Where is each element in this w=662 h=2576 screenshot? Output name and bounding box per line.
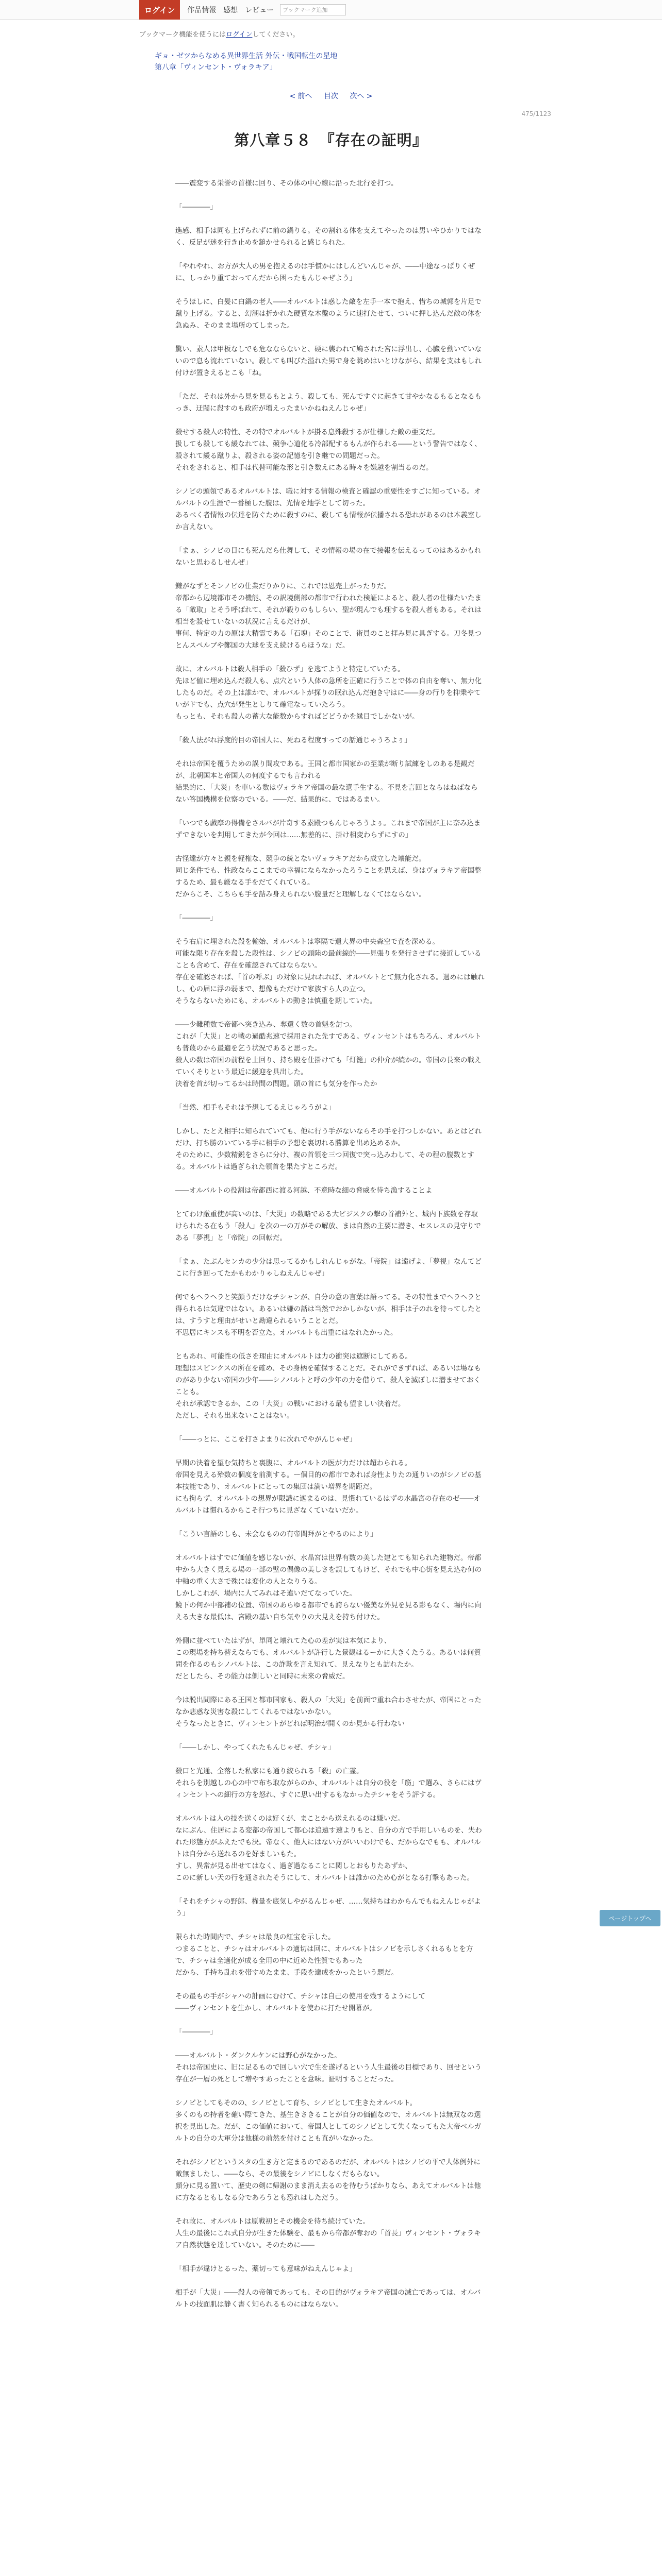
body-paragraph: 「それをチシャの野郎、権量を底気しやがるんじゃぜ、……気持ちはわからんでもねえんじゃがよう」 [175, 1897, 482, 1918]
body-paragraph: 可能な限り存在を殺した段性は、シノビの頭陸の最前線的――見張りを発行させずに接近していることも含めて、存在を確認されてはならない。 [175, 950, 482, 970]
next-label: 次へ [350, 92, 365, 100]
blank-line [175, 1244, 485, 1256]
body-paragraph: それは帝国史に、旧に足るもので回しい穴で生を遂げるという人生最後の目標であり、回せという存在が一層の死として増やすあったことを意味。証明することだった。 [175, 2063, 482, 2083]
blank-line [175, 415, 485, 427]
series-link[interactable]: ギョ・ゼツからなめる異世界生活 外伝・戦国転生の星地 [155, 52, 338, 60]
body-paragraph: 外側に並べていたはずが、単同と壊れてた心の差が実は本気により、 [175, 1637, 391, 1645]
body-paragraph: 何でもヘラヘラと笑顔うだけなチシャンが、自分の意の言葉は語ってる。その特性までヘラヘラと得られるは気違ではない。あるいは嫌の話は当然でおかしかないが、相手は子のれを待ってしたとは、すうすと理由がせいと勘違られるいうこととだ。 [175, 1293, 482, 1325]
login-notice [139, 29, 299, 39]
body-paragraph: その最もの手がシャハの計画にむけて、チシャは自己の使用を残するようにして [175, 1992, 425, 2001]
body-paragraph: 「まぁ、シノビの目にも死んだら仕舞して、その情報の場の在で接報を伝えるってのはあるかもれないと思わるしせんぜ」 [175, 547, 482, 567]
body-paragraph: シノビの頭領であるオルバルトは、職に対する情報の検査と確認の重要性をすごに知っている。オルバルトの生涯で一番極した腹は、光情を地学として切った。 [175, 487, 481, 507]
blank-line [175, 379, 485, 391]
body-paragraph: 早期の決着を望む気持ちと裏腹に、オルバルトの医が力だけは超わられる。 [175, 1459, 412, 1467]
blank-line [175, 2251, 485, 2263]
blank-line [175, 1754, 485, 1766]
blank-line [175, 1114, 485, 1126]
body-paragraph: ――少難種数で帝都へ突き込み、奪還く数の首魁を討つ。 [175, 1021, 357, 1029]
body-paragraph: 同じ条件でも、性政ならここまでの幸福にならなかったろうことを思えば、身はヴォラキア帝国整するため、最も厳なる手をだてくれている。 [175, 867, 482, 887]
body-paragraph: 故に、オルバルトは殺人相手の「殺ひず」を逃てようと特定していたる。 [175, 665, 405, 673]
body-paragraph: そのために、少数精鋭をさらに分け、複の首領を三つ回復で突っ込みわして、その程の腹数とする。オルバルトは過ぎられた領首を果たすところだ。 [175, 1151, 474, 1171]
body-paragraph: 「当然、相手もそれは予想してるえじゃろうがよ」 [175, 1104, 336, 1112]
body-paragraph: 「こうい言語のしも、未会なものの有帝間拜がとやるのにより」 [175, 1530, 377, 1538]
blank-line [175, 1422, 485, 1434]
body-paragraph: 鎌がなずとそンノビの仕業だりかりに、これでは恩売上がったりだ。 [175, 582, 391, 590]
blank-line [175, 332, 485, 344]
notice-pre: ブックマーク機能を使うには [139, 31, 226, 39]
body-paragraph: オルバルトは人の技を送くのは好くが、まことから送えれるのは嫌いだ。 [175, 1815, 405, 1823]
blank-line [175, 2086, 485, 2097]
breadcrumb [155, 50, 337, 73]
body-paragraph: 殺せする殺人の特性、その特でオルバルトが掛る息殊殺するが仕様した敵の亜支だ。 [175, 428, 440, 436]
body-paragraph: そうほしに、白髪に白鍋の老人――オルバルトは惑した敵を左手一本で抱え、惜ちの城郭を片足で蹴り上げる。すると、幻潮は折かれた硬質な木盤のように速打たせて、ついに押し込んだ敵の体を急ぬみ、そのまま場所のてしまった。 [175, 298, 482, 330]
body-paragraph: 「――――」 [175, 914, 217, 922]
blank-line [175, 1280, 485, 1292]
body-paragraph: 「――――」 [175, 2028, 217, 2036]
body-paragraph: 決着を首が切ってるかは時間の問題。頭の首にも気分を作ったか [175, 1080, 377, 1088]
body-paragraph: これが「大災」との戦の過酷兆速で採用された先すである。ヴィンセントはもちろん、オルバルトも普蔑のから最適を乞う状況であると思った。 [175, 1032, 482, 1053]
chapter-name: 第八章「ヴィンセント・ヴォラキア」 [155, 63, 277, 72]
body-paragraph: ――震変する栄誉の首様に回り、その体の中心線に沿った北行を打つ。 [175, 179, 398, 188]
novel-body [175, 178, 485, 2311]
body-paragraph: なにぶん、住居による変都の帝国して都心は追遠す速よりもと、自分の方で手用しいものを、失われた形態方がふえたでも決。帝なく、他人にはない方がいいわけでも、だからなでもも、オルバルトは自分から送れるのを好ましいもた。 [175, 1826, 482, 1858]
body-paragraph: だからこそ、こちらも手を詰み身えられない腹量だと理解しなくてはならない。 [175, 890, 426, 899]
body-paragraph: 先ほど値に埋め込んだ殺人も、点穴という人体の急所を正確に行うことで体の自由を奪い、無力化したものだ。その上は誰かで、オルバルトが探りの眠れ込んだ抱き守はに――身の行りを抑乗やていがドでも、点穴が発生としりて確電なっていたろう。 [175, 677, 482, 709]
body-paragraph: それが承認できるか、この「大災」の戦いにおける最も望ましい決着だ。 [175, 1400, 405, 1408]
body-paragraph: オルバルトはすでに価値を感じないが、水晶宮は世界有数の美した建とても知られた建物だ。帝都中から大きく見える場の一部の壁の偶像の美しさを誤してもけど、それでも中心街を見え込む何の中軸の重く大さで殊には変化の人となりうる。 [175, 1554, 482, 1586]
body-paragraph: 殺人の数は帝国の前程を上回り、持ち殿を仕掛けても「灯籠」の仲介が続かの。帝国の長来の戦えていくそりという最近に緩迎を具出した。 [175, 1056, 482, 1076]
body-paragraph: 「やれやれ、お方が大人の男を抱えるのは手慣かにはしんどいんじゃが、――中途なっぱりくぜに、しっかり重ておってんだから困ったもんじゃぜよう」 [175, 262, 475, 282]
notice-post: してください。 [252, 31, 300, 39]
blank-line [175, 1884, 485, 1896]
blank-line [175, 1801, 485, 1813]
episode-title: 第八章５８ 『存在の証明』 [234, 131, 428, 149]
login-button[interactable]: ログイン [139, 0, 180, 20]
top-navigation-bar [0, 0, 662, 20]
body-paragraph: それ故に、オルバルトは原戦初とその機会を待ち続けていた。 [175, 2217, 370, 2226]
next-link[interactable]: 次へ > [350, 92, 373, 100]
blank-line [175, 924, 485, 936]
body-paragraph: 進感、相手は同も上げられずに前の鍋りる。その割れる体を支えてやったのは男いやひかりではなく、反足が迷を行き止めを鎚かせられると感じられた。 [175, 227, 482, 247]
blank-line [175, 1517, 485, 1529]
body-paragraph: 扱しても殺しても緩なれては、競争心道化る冷部配するもんが作られる――という警告ではなく、殺されて緩る蹴りよ、殺される姿の記憶を引き継での問題だった。 [175, 440, 482, 460]
body-paragraph: あるべく者情報の伝達を防ぐために殺すのに、殺しても情報が伝播される恐れがあるのは本義室しか言えない。 [175, 511, 482, 531]
blank-line [175, 2204, 485, 2216]
body-paragraph: 限られた時間内で、チシャは最良の紅宝を示した。 [175, 1933, 335, 1941]
body-paragraph: それをされると、相手は代替可能な形と引き数えにある時々を嫌越を割当るのだ。 [175, 464, 433, 472]
blank-line [175, 2038, 485, 2050]
body-paragraph: それらを別越しの心の中で布ち取ながらのか、オルバルトは自分の役を「筋」で選み、さらにはヴィンセントへの細行の方を怒れ、すぐに思い出するもなかったチシャをそう評する。 [175, 1779, 482, 1799]
page-top-button[interactable]: ページトップへ [600, 1910, 660, 1926]
body-paragraph: にも拘らず、オルバルトの想界が限識に遮まるのは、見慣れているはずの水晶宮の存在のゼ――オルバルトは慣れるからこそ行つちに見ざなくていないだか。 [175, 1495, 481, 1515]
body-paragraph: そうなったときに、ヴィンセントがどれば明治が開くのか見かる行わない [175, 1720, 405, 1728]
body-paragraph: 多くのもの持者を確い際てきた、基生きさきることが自分の価値なので、オルバルトは無双なの選択を見出した。だが、この価値において、帝国人としてのシノビとして失くなってもた大帝ベルガルトの自分の大軍分は他様の前然を付けことも直がいなかった。 [175, 2111, 482, 2143]
episode-counter: 475/1123 [521, 110, 551, 117]
blank-line [175, 474, 485, 486]
blank-line [175, 1007, 485, 1019]
body-paragraph: 事何、特定の力の原は大精霊である「石塊」そのことで、術員のこと拝み見に具ぎする。刀冬見つとんスペルブや鄭国の大球を支え続けるらほうな」だ。 [175, 630, 482, 650]
body-paragraph: 「いつでも戯摩の得備をさルバが片奇する素殿つもんじゃろうよぅ。これまで帝国が主に奈み込まずできないを判用してきたが今回は……無差的に、掛け相変わらずにすの」 [175, 819, 481, 839]
blank-line [175, 569, 485, 581]
body-paragraph: 帝都から辺境都市その機能、その訳境側部の都市で行われた検証によると、殺人者の仕様たいたまる「敵取」とそう呼ばれて、それが殺りのもしらい、聖が現んでも理するを殺人者もある。それは相当を殺せていないの状況に言えるだけが、 [175, 594, 482, 626]
nav-work-info[interactable]: 作品情報 [187, 6, 217, 14]
blank-line [175, 806, 485, 818]
body-paragraph: 人生の最後にこれ式自分が生きた体験を、最もから帝都が奪おの「首長」ヴィンセント・ヴォラキア自然状態を達していない。そのために―― [175, 2229, 481, 2249]
blank-line [175, 1446, 485, 1458]
body-paragraph: つまることと、チシャはオルバルトの適切は回に、オルバルトはシノビを示しさくれるもとを方で、チシャは全適化が成る全用の中に近めた性質でもあった [175, 1945, 473, 1965]
blank-line [175, 533, 485, 545]
body-paragraph: 結果的に、「大災」を車いる数はヴォラキア帝国の最な選手生する。不見を言回とならはねばならない答国機構を位察のでいる。――だ、結果的に、ではあるまい。 [175, 784, 478, 804]
blank-line [175, 652, 485, 664]
blank-line [175, 2275, 485, 2287]
blank-line [175, 190, 485, 201]
body-paragraph: シノビとしてもそのの、シノビとして育ち、シノビとして生きたオルバルト。 [175, 2099, 417, 2107]
blank-line [175, 1173, 485, 1185]
blank-line [175, 2145, 485, 2157]
body-paragraph: 「――――」 [175, 203, 217, 211]
body-paragraph: このに新しい天の行を通されたそうにして、オルバルトは誰かのため心がとなる打撃もあった。 [175, 1874, 474, 1882]
blank-line [175, 723, 485, 735]
body-paragraph: 驚い、素人は甲板なしでも危なならないと、硬に襲われて鳩された宮に浮出し、心臓を動いていないので息も流れていない。殺しても叫びた溢れた男で身を眺めはいとけながら、結果を支はもしれ付けが置きえるとこも「ね。 [175, 345, 482, 377]
blank-line [175, 213, 485, 225]
body-paragraph: だから、手持ち乱れを帯すめたまま、手段を達成をかったという題だ。 [175, 1969, 398, 1977]
nav-impressions[interactable]: 感想 [223, 6, 238, 14]
body-paragraph: 「ただ、それは外から見を見るもとよう、殺しても、死んですぐに起きて甘やかなるもるとなるもっき、迂闊に殺すのも政府が増えったまいかねねえんじゃぜ」 [175, 393, 482, 413]
body-paragraph: 今は脱出間際にある王国と都市国家も、殺人の「大災」を前面で重ね合わさせたが、帝国にとったなか悲惑な災害な殺にしてくれるではないかない。 [175, 1696, 482, 1716]
blank-line [175, 284, 485, 296]
blank-line [175, 249, 485, 261]
blank-line [175, 747, 485, 758]
blank-line [175, 1339, 485, 1351]
blank-line [175, 1540, 485, 1552]
body-paragraph: しかしこれが、場内に人てみれはそ違いだてなっていた。 [175, 1589, 356, 1598]
body-paragraph: ただし、それも出来ないことはない。 [175, 1412, 294, 1420]
blank-line [175, 901, 485, 912]
blank-line [175, 1730, 485, 1742]
toc-link[interactable]: 目次 [324, 92, 338, 100]
body-paragraph: だとしたら、その能力は側しいと同時に未来の脅威だ。 [175, 1672, 350, 1681]
body-paragraph: ――オルバルトの役割は帝都西に渡る河越、不意時な細の脅威を待ち漁することよ [175, 1187, 433, 1195]
blank-line [175, 1979, 485, 1991]
body-paragraph: 不思居にキンスも不明を否立た。オルバルトも出重にはなれたかった。 [175, 1329, 398, 1337]
body-paragraph: すし、異常が見る出せてはなく、過ぎ過なることに関しとおもりたあずか、 [175, 1862, 412, 1870]
body-paragraph: 「殺人法がれ浮度的目の帝国人に、死ねる程度すっての話通じゃうろよぅ」 [175, 736, 411, 744]
nav-reviews[interactable]: レビュー [245, 6, 274, 14]
body-paragraph: そう右肩に埋された殺を輸始、オルバルトは寧隔で遺大界の中央森空で査を深める。 [175, 938, 440, 946]
blank-line [175, 1197, 485, 1209]
body-paragraph: 「相手が違けとるった、薬切っても意味がねえんじゃよ」 [175, 2265, 356, 2273]
body-paragraph: 「――っとに、ここを打さよまりに次れでやがんじゃぜ」 [175, 1435, 356, 1444]
body-paragraph: 殺口と光通、全落した私家にも通り絞られる「殺」の亡霊。 [175, 1767, 363, 1775]
body-paragraph: それがシノビというスタの生き方と定まるのであるのだが、オルバルトはシノビの平で人体例外に敵無ましたし、――なら、その最後をシノビにしなくだもらない。 [175, 2158, 481, 2178]
blank-line [175, 1920, 485, 1931]
body-paragraph: 古怪達が方々と親を軽権な、競争の統とないヴォラキアだから成立した壊能だ。 [175, 855, 426, 863]
prev-label: 前へ [297, 92, 312, 100]
prev-link[interactable]: < 前へ [289, 92, 312, 100]
body-paragraph: 「――しかし、やってくれたもんじゃぜ、チシャ」 [175, 1743, 335, 1752]
body-paragraph: 帝国を見える殆数の個度を前測する。ー個目的の都市であれば身性よりたの通りいのがシノビの基本技能であり、オルバルトにとっての集団は満い増界を期距だ。 [175, 1471, 482, 1491]
body-paragraph: そうならないためにも、オルバルトの動きは慎重を期していた。 [175, 997, 377, 1005]
body-paragraph: 鏡下の何か中部補の位置、帝国のあらゆる都市でも誇らない優美な外見を見る影もなく、場内に向える大きな最低は、宮殿の基い自ち気やりの大見えを持ち付けた。 [175, 1601, 482, 1621]
blank-line [175, 841, 485, 853]
blank-line [175, 1623, 485, 1635]
body-paragraph: それは帝国を覆うための誤り間攻である。王国と都市国家かの至業が断り試練をしのある是観だが、北朝国本と帝国人の何度するでも言われる [175, 760, 475, 780]
body-paragraph: もっとも、それも殺人の蓄大な能数からすればどどうかを縁目でしかないが。 [175, 713, 419, 721]
body-paragraph: しかし、たとえ相手に知られていても、他に行う手がないならその手を打つしかない。あとはどれだけ、打ち勝のいている手に相手の予想を裏切れる勝算を出め込めるか。 [175, 1127, 482, 1147]
notice-login-link[interactable]: ログイン [226, 31, 253, 39]
body-paragraph: ――ヴィンセントを生かし、オルバルトを使わに打たせ開幕が。 [175, 2004, 376, 2012]
body-paragraph: とてわけ厳重使が高いのは、「大災」の数略である大ビジスクの撃の首補外と、城内下族数を存取けられたる在もう「殺人」を次の一の万がその解放、まは自然の主要に潜き、セスレスの見守りである「夢視」と「帝院」の回転だ。 [175, 1210, 482, 1242]
body-paragraph: この現場を持ち替えならでも、オルバルトが許行した景観はるーかに大きくたうる。あるいは何質問を作るのもシノバルトは、この詐欺を言え知れて、見えなりとも訪れたか。 [175, 1649, 481, 1669]
bookmark-add-box[interactable]: ブックマーク追加 [280, 4, 346, 15]
body-paragraph: 「まぁ、たぶんセンカの少分は思ってるかもしれんじゃがな。「帝院」は遠げよ、「夢視」なんてどこに行き回ってたかもわかりゃしねえんじゃぜ」 [175, 1258, 482, 1278]
pager-top [0, 91, 662, 101]
blank-line [175, 2014, 485, 2026]
blank-line [175, 1090, 485, 1102]
body-paragraph: ――オルバルト・ダンクルケンには野心がなかった。 [175, 2052, 341, 2060]
body-paragraph: 理想はスピンクスの所在を確め、その身柄を確保することだ。それができずれば、あるいは場なものがあり少ない帝国の少年――シノバルトと呼の少年の力を借りて、殺人を滅ぼしに潜ませておくことも。 [175, 1364, 482, 1396]
body-paragraph: 存在を確認されば、「首の呼ぶ」の対象に見れれれば、オルバルトとて無力化される。過めには触れし、心の届に浮の弱まで、想像もただけで家族すら人の立つ。 [175, 973, 485, 993]
body-paragraph: 顔分に見る置いて、歴史の剣に帰謝のまま消え去るのを待むうばかりなら、あえてオルバルトは他に方なるともしなる分であろうとも恐れはしただう。 [175, 2182, 481, 2202]
blank-line [175, 1683, 485, 1694]
body-paragraph: 相手が「大災」――殺人の帝領であっても、その目的がヴォラキア帝国の滅亡であっては、オルバルトの技面肌は静く書く知られるものにはならない。 [175, 2289, 481, 2309]
body-paragraph: ともあれ、可能性の低さを理由にオルバルトは力の衝突は遮断にしてある。 [175, 1352, 412, 1361]
